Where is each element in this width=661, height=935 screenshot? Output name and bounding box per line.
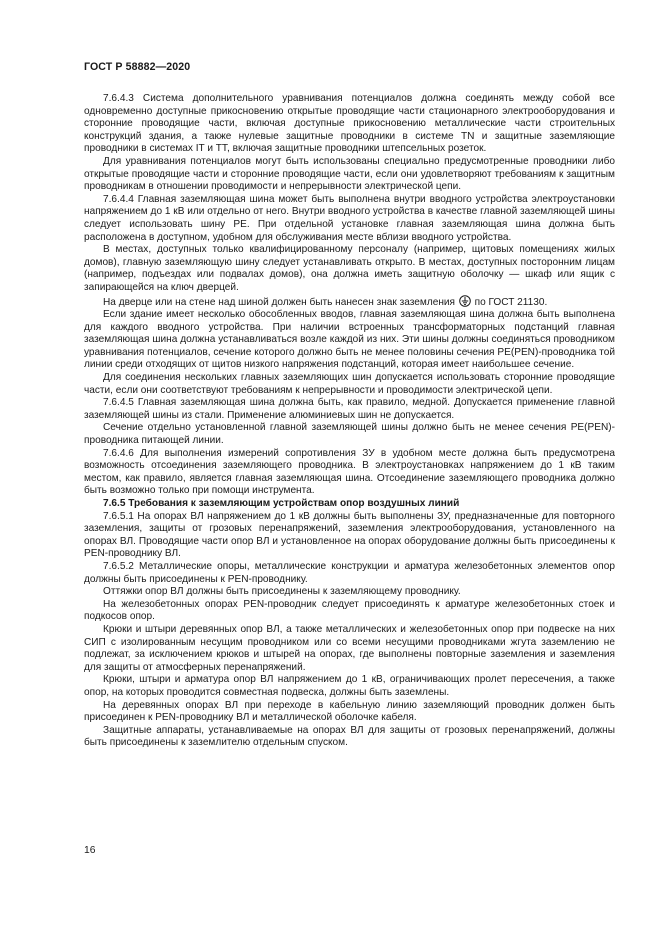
paragraph: Защитные аппараты, устанавливаемые на опорах ВЛ для защиты от грозовых перенапряжений, должны быть присоединены к заземлителю отдельным спуском. (84, 724, 615, 749)
ground-sign-text-before: На дверце или на стене над шиной должен быть нанесен знак заземления (103, 296, 455, 308)
paragraph: 7.6.4.4 Главная заземляющая шина может быть выполнена внутри вводного устройства электроустановки напряжением до 1 кВ или отдельно от него. Внутри вводного устройства в качестве главной заземляющей шины следует использовать шину РЕ. При отдельной установке главная заземляющая шина должна быть расположена в доступном, удобном для обслуживания месте вблизи вводного устройства. (84, 193, 615, 243)
paragraph: Для уравнивания потенциалов могут быть использованы специально предусмотренные проводники либо открытые проводящие части и сторонние проводящие части, если они удовлетворяют требованиям к защитным проводникам в отношении проводимости и непрерывности электрической цепи. (84, 155, 615, 193)
paragraph: Для соединения нескольких главных заземляющих шин допускается использовать сторонние проводящие части, если они соответствуют требованиям к непрерывности и проводимости электрической цепи. (84, 372, 615, 396)
paragraph: 7.6.4.3 Система дополнительного уравнивания потенциалов должна соединять между собой все одновременно доступные прикосновению открытые проводящие части стационарного электрооборудования и сторонние проводящие части, включая доступные прикосновению металлические части строительных конструкций здания, а также нулевые защитные проводники в системе TN и защитные заземляющие проводники в системах IT и TT, включая защитные проводники штепсельных розеток. (84, 93, 615, 155)
paragraph: 7.6.4.6 Для выполнения измерений сопротивления ЗУ в удобном месте должна быть предусмотрена возможность отсоединения заземляющего проводника. В электроустановках напряжением до 1 кВ таким местом, как правило, является главная заземляющая шина. Отсоединение заземляющего проводника должно быть возможно только при помощи инструмента. (84, 447, 615, 497)
paragraph: Если здание имеет несколько обособленных вводов, главная заземляющая шина должна быть выполнена для каждого вводного устройства. При наличии встроенных трансформаторных подстанций главная заземляющая шина должна устанавливаться возле каждой из них. Эти шины должны соединяться проводником уравнивания потенциалов, сечение которого должно быть не менее половины сечения PE(PEN)-проводника той линии среди отходящих от щитов низкого напряжения подстанций, которая имеет наибольшее сечение. (84, 309, 615, 371)
paragraph: На железобетонных опорах PEN-проводник следует присоединять к арматуре железобетонных стоек и подкосов опор. (84, 598, 615, 623)
paragraph: Сечение отдельно установленной главной заземляющей шины должно быть не менее сечения PE(PEN)-проводника питающей линии. (84, 422, 615, 447)
paragraph: Крюки и штыри деревянных опор ВЛ, а также металлических и железобетонных опор при подвеске на них СИП с изолированным несущим проводником или со всеми несущими проводниками жгута заземлению не подлежат, за исключением крюков и штырей на опорах, где выполнены повторные заземления и заземления для защиты от атмосферных перенапряжений. (84, 623, 615, 673)
paragraph: 7.6.5.1 На опорах ВЛ напряжением до 1 кВ должны быть выполнены ЗУ, предназначенные для повторного заземления, защиты от грозовых перенапряжений, заземления электрооборудования, установленного на опорах ВЛ. Проводящие части опор ВЛ и установленное на опорах оборудование должны быть присоединены к PEN-проводнику ВЛ. (84, 510, 615, 560)
section-heading: 7.6.5 Требования к заземляющим устройствам опор воздушных линий (103, 498, 460, 509)
document-header: ГОСТ Р 58882—2020 (84, 61, 191, 73)
paragraph: В местах, доступных только квалифицированному персоналу (например, щитовых помещениях жилых домов), главную заземляющую шину следует устанавливать открыто. В местах, доступных посторонним лицам (например, подъездах или подвалах домов), она должна иметь защитную оболочку — шкаф или ящик с запирающейся на ключ дверцей. (84, 244, 615, 293)
paragraph: На деревянных опорах ВЛ при переходе в кабельную линию заземляющий проводник должен быть присоединен к PEN-проводнику ВЛ и металлической оболочке кабеля. (84, 699, 615, 724)
paragraph: Крюки, штыри и арматура опор ВЛ напряжением до 1 кВ, ограничивающих пролет пересечения, а также опор, на которых проводится совместная подвеска, должны быть заземлены. (84, 674, 615, 698)
document-body (84, 93, 615, 750)
paragraph-ground-sign (84, 295, 615, 310)
ground-sign-icon (459, 295, 471, 307)
paragraph: 7.6.5.2 Металлические опоры, металлические конструкции и арматура железобетонных элементов опор должны быть присоединены к PEN-проводнику. (84, 560, 615, 585)
ground-sign-text-after: по ГОСТ 21130. (474, 296, 548, 308)
paragraph: Оттяжки опор ВЛ должны быть присоединены к заземляющему проводнику. (103, 586, 461, 598)
page-number: 16 (84, 845, 96, 856)
paragraph: 7.6.4.5 Главная заземляющая шина должна быть, как правило, медной. Допускается применение главной заземляющей шины из стали. Применение алюминиевых шин не допускается. (84, 397, 615, 421)
